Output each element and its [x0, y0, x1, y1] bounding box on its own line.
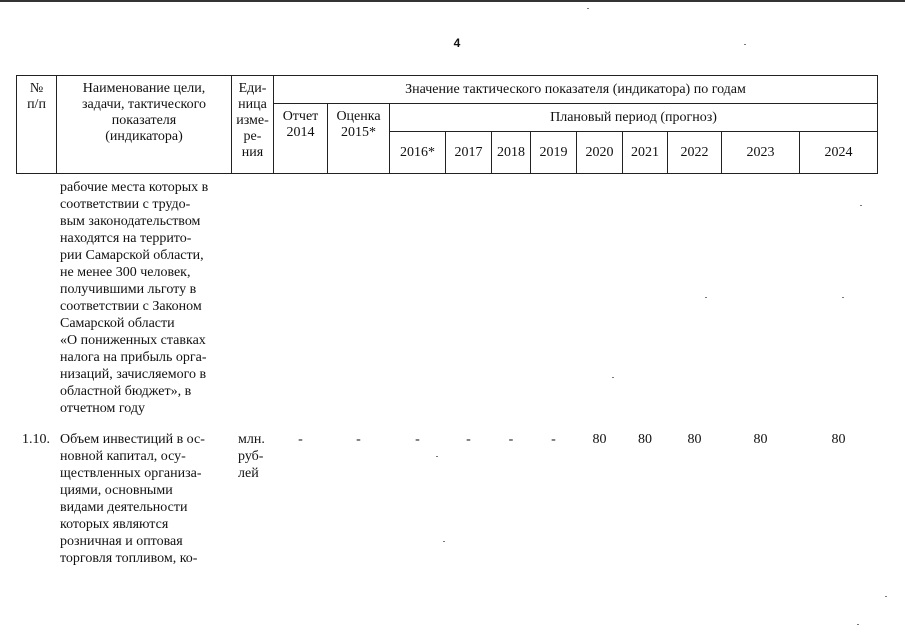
value-2019: - — [551, 432, 556, 447]
header-year-2024 — [799, 131, 878, 174]
scan-speck — [587, 8, 589, 9]
header-col-unit — [231, 75, 274, 174]
year-label: 2021 — [631, 144, 659, 160]
header-year-2016 — [389, 131, 446, 174]
row-name — [60, 431, 225, 567]
year-label: 2016* — [400, 144, 435, 160]
year-label: 2019 — [539, 144, 568, 160]
scan-speck — [842, 297, 844, 298]
text-line: розничная и оптовая — [60, 534, 183, 549]
value-2021: 80 — [638, 432, 652, 447]
scan-speck — [443, 541, 445, 542]
text-line: видами деятельности — [60, 500, 188, 515]
header-col-number — [16, 75, 57, 174]
scan-speck — [612, 377, 614, 378]
header-col-name-text: Наименование цели, задачи, тактического показателя (индикатора) — [81, 81, 207, 144]
text-line: областной бюджет», в — [60, 384, 192, 399]
header-year-2017 — [445, 131, 492, 174]
scan-speck — [860, 205, 862, 206]
value-2023: 80 — [753, 432, 768, 447]
value-2014: - — [298, 432, 303, 447]
text-line: которых являются — [60, 517, 169, 532]
year-label: 2024 — [824, 144, 853, 160]
value-2018: - — [508, 432, 514, 447]
text-line: «О пониженных ставках — [60, 333, 206, 348]
header-year-2022 — [667, 131, 722, 174]
header-year-2021 — [622, 131, 668, 174]
year-label: 2022 — [680, 144, 709, 160]
scan-speck — [705, 297, 707, 298]
text-line: не менее 300 человек, — [60, 265, 191, 280]
year-label: 2020 — [585, 144, 614, 160]
header-col-unit-text: Еди- ница изме- ре- ния — [236, 81, 269, 160]
text-line: рабочие места которых в — [60, 180, 209, 195]
header-year-2019 — [530, 131, 577, 174]
scan-speck — [857, 624, 859, 625]
text-line: находятся на террито- — [60, 231, 192, 246]
header-col-estimate-text: Оценка 2015* — [336, 109, 381, 140]
header-col-report — [273, 103, 328, 174]
text-line: рии Самарской области, — [60, 248, 204, 263]
value-2016: - — [415, 432, 420, 447]
header-col-estimate — [327, 103, 390, 174]
value-2015: - — [356, 432, 361, 447]
text-line: торговля топливом, ко- — [60, 551, 198, 566]
year-label: 2018 — [497, 144, 525, 160]
text-line: циями, основными — [60, 483, 173, 498]
text-line: низаций, зачисляемого в — [60, 367, 207, 382]
text-line: налога на прибыль орга- — [60, 350, 207, 365]
header-year-2023 — [721, 131, 800, 174]
text-line: вым законодательством — [60, 214, 201, 229]
header-values-title — [273, 75, 878, 104]
text-line: Самарской области — [60, 316, 175, 331]
header-planned-period — [389, 103, 878, 132]
row-unit: млн. руб- лей — [238, 432, 265, 481]
year-label: 2023 — [746, 144, 775, 160]
value-2017: - — [466, 432, 471, 447]
continuation-row-name — [60, 179, 225, 417]
page-number: 4 — [453, 36, 461, 50]
value-2020: 80 — [592, 432, 607, 447]
text-line: ществленных организа- — [60, 466, 202, 481]
scan-speck — [885, 596, 887, 597]
text-line: новной капитал, осу- — [60, 449, 186, 464]
header-planned-period-text: Плановый период (прогноз) — [550, 109, 717, 125]
text-line: соответствии с трудо- — [60, 197, 191, 212]
text-line: соответствии с Законом — [60, 299, 202, 314]
header-col-number-text: № п/п — [27, 81, 46, 112]
text-line: отчетном году — [60, 401, 146, 416]
header-col-name — [56, 75, 232, 174]
scan-speck — [436, 456, 438, 457]
value-2022: 80 — [687, 432, 702, 447]
text-line: Объем инвестиций в ос- — [60, 432, 205, 447]
header-values-title-text: Значение тактического показателя (индикатора) по годам — [405, 81, 746, 97]
header-year-2018 — [491, 131, 531, 174]
scan-speck — [744, 44, 746, 45]
year-label: 2017 — [454, 144, 483, 160]
table-header — [0, 0, 905, 200]
value-2024: 80 — [831, 432, 846, 447]
header-year-2020 — [576, 131, 623, 174]
text-line: получившими льготу в — [60, 282, 197, 297]
row-number: 1.10. — [22, 432, 50, 447]
header-col-report-text: Отчет 2014 — [282, 109, 319, 140]
